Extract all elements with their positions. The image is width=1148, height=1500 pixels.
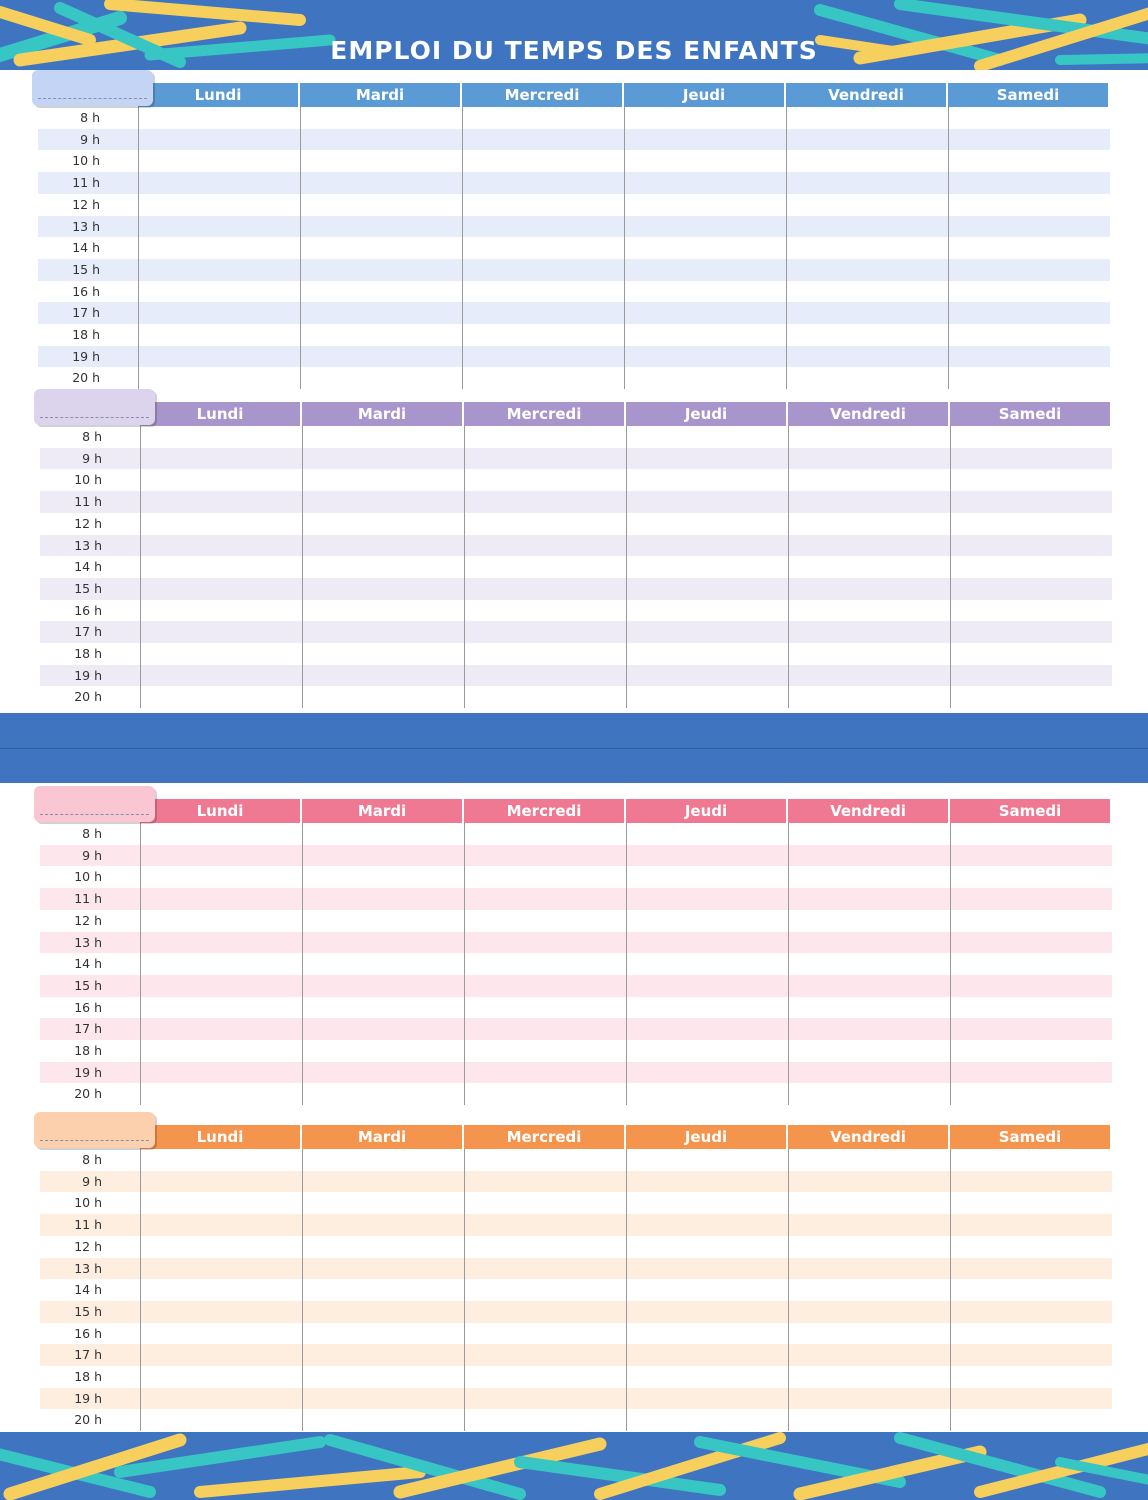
- hour-label: 20 h: [74, 1086, 102, 1102]
- day-header-vendredi: Vendredi: [788, 799, 950, 823]
- hour-row[interactable]: [38, 194, 1110, 216]
- column-divider: [464, 1149, 465, 1431]
- column-divider: [464, 426, 465, 708]
- child-name-tab[interactable]: [34, 786, 155, 822]
- hour-label: 11 h: [74, 494, 102, 510]
- hour-label: 14 h: [74, 1282, 102, 1298]
- day-header-mercredi: Mercredi: [464, 402, 626, 426]
- hour-row[interactable]: [40, 535, 1112, 557]
- day-header-samedi: Samedi: [950, 402, 1112, 426]
- column-divider: [950, 426, 951, 708]
- hour-label: 19 h: [74, 667, 102, 683]
- day-header-mardi: Mardi: [302, 799, 464, 823]
- column-divider: [624, 107, 625, 389]
- hour-label: 19 h: [72, 348, 100, 364]
- day-header-vendredi: Vendredi: [788, 1125, 950, 1149]
- day-header-vendredi: Vendredi: [786, 83, 948, 107]
- day-header-lundi: Lundi: [140, 402, 302, 426]
- hour-row[interactable]: [40, 953, 1112, 975]
- hour-row[interactable]: [40, 1214, 1112, 1236]
- hour-row[interactable]: [40, 556, 1112, 578]
- page-title: EMPLOI DU TEMPS DES ENFANTS: [330, 36, 818, 65]
- hour-row[interactable]: [40, 1236, 1112, 1258]
- hour-row[interactable]: [40, 1149, 1112, 1171]
- column-divider: [462, 107, 463, 389]
- hour-label: 18 h: [74, 646, 102, 661]
- brush-stroke-decoration: [0, 1432, 1148, 1500]
- day-header-mardi: Mardi: [302, 1125, 464, 1149]
- column-divider: [948, 107, 949, 389]
- hour-label: 20 h: [74, 689, 102, 705]
- hour-row[interactable]: [40, 1301, 1112, 1323]
- days-header: [140, 799, 1112, 823]
- day-header-samedi: Samedi: [948, 83, 1110, 107]
- hour-label: 16 h: [74, 1325, 102, 1341]
- hour-label: 9 h: [82, 450, 102, 466]
- hour-row[interactable]: [38, 259, 1110, 281]
- hour-row[interactable]: [38, 237, 1110, 259]
- name-dotted-line: [40, 1140, 149, 1141]
- days-header: [138, 83, 1110, 107]
- hour-label: 12 h: [74, 912, 102, 928]
- hour-label: 8 h: [82, 429, 102, 444]
- hour-row[interactable]: [40, 426, 1112, 448]
- schedule-pink: [0, 786, 1148, 1106]
- column-divider: [302, 823, 303, 1105]
- hour-row[interactable]: [40, 1366, 1112, 1388]
- hour-label: 20 h: [74, 1412, 102, 1428]
- hour-label: 11 h: [74, 891, 102, 907]
- days-header: [140, 402, 1112, 426]
- hour-row[interactable]: [38, 129, 1110, 151]
- top-banner: [0, 0, 1148, 70]
- column-divider: [950, 1149, 951, 1431]
- column-divider: [300, 107, 301, 389]
- column-divider: [302, 1149, 303, 1431]
- hour-label: 16 h: [74, 999, 102, 1015]
- hour-row[interactable]: [40, 578, 1112, 600]
- hour-label: 19 h: [74, 1064, 102, 1080]
- hour-label: 19 h: [74, 1390, 102, 1406]
- name-dotted-line: [38, 98, 147, 99]
- hour-label: 10 h: [74, 472, 102, 488]
- day-header-jeudi: Jeudi: [626, 1125, 788, 1149]
- day-header-lundi: Lundi: [140, 799, 302, 823]
- hour-label: 14 h: [74, 559, 102, 575]
- column-divider: [140, 426, 141, 708]
- hour-row[interactable]: [40, 643, 1112, 665]
- day-header-jeudi: Jeudi: [626, 402, 788, 426]
- hour-label: 9 h: [82, 1173, 102, 1189]
- hour-row[interactable]: [38, 216, 1110, 238]
- hour-label: 9 h: [80, 131, 100, 147]
- hour-row[interactable]: [40, 665, 1112, 687]
- hour-label: 8 h: [82, 1152, 102, 1167]
- day-header-lundi: Lundi: [138, 83, 300, 107]
- day-header-mardi: Mardi: [300, 83, 462, 107]
- hour-label: 12 h: [72, 196, 100, 212]
- hour-row[interactable]: [38, 324, 1110, 346]
- hour-label: 10 h: [74, 1195, 102, 1211]
- day-header-mercredi: Mercredi: [464, 1125, 626, 1149]
- hour-row[interactable]: [40, 823, 1112, 845]
- hour-label: 16 h: [74, 602, 102, 618]
- hour-row[interactable]: [40, 1171, 1112, 1193]
- child-name-tab[interactable]: [34, 1112, 155, 1148]
- column-divider: [950, 823, 951, 1105]
- hour-row[interactable]: [38, 150, 1110, 172]
- hour-label: 18 h: [72, 327, 100, 342]
- hour-row[interactable]: [40, 932, 1112, 954]
- hour-row[interactable]: [40, 1040, 1112, 1062]
- hour-row[interactable]: [40, 1018, 1112, 1040]
- hour-label: 9 h: [82, 847, 102, 863]
- column-divider: [788, 1149, 789, 1431]
- hour-label: 15 h: [74, 1303, 102, 1319]
- hour-row[interactable]: [40, 491, 1112, 513]
- hour-label: 18 h: [74, 1369, 102, 1384]
- hour-label: 13 h: [74, 537, 102, 553]
- column-divider: [464, 823, 465, 1105]
- hour-label: 15 h: [74, 977, 102, 993]
- column-divider: [138, 107, 139, 389]
- hour-row[interactable]: [40, 1323, 1112, 1345]
- hour-row[interactable]: [40, 1409, 1112, 1431]
- hour-label: 11 h: [74, 1217, 102, 1233]
- name-dotted-line: [40, 417, 149, 418]
- day-header-mardi: Mardi: [302, 402, 464, 426]
- hour-label: 13 h: [74, 934, 102, 950]
- hour-row[interactable]: [38, 172, 1110, 194]
- column-divider: [140, 823, 141, 1105]
- hour-row[interactable]: [40, 1388, 1112, 1410]
- bottom-banner: [0, 1432, 1148, 1500]
- hour-label: 13 h: [72, 218, 100, 234]
- column-divider: [788, 426, 789, 708]
- day-header-vendredi: Vendredi: [788, 402, 950, 426]
- hour-label: 14 h: [74, 956, 102, 972]
- day-header-mercredi: Mercredi: [462, 83, 624, 107]
- column-divider: [626, 823, 627, 1105]
- hour-row[interactable]: [40, 1258, 1112, 1280]
- hour-label: 12 h: [74, 1238, 102, 1254]
- hour-label: 15 h: [74, 580, 102, 596]
- schedule-purple: [0, 389, 1148, 709]
- hour-label: 10 h: [72, 153, 100, 169]
- day-header-samedi: Samedi: [950, 1125, 1112, 1149]
- child-name-tab[interactable]: [34, 389, 155, 425]
- hour-label: 17 h: [74, 624, 102, 640]
- hour-row[interactable]: [40, 1344, 1112, 1366]
- day-header-jeudi: Jeudi: [624, 83, 786, 107]
- schedule-orange: [0, 1112, 1148, 1432]
- hour-row[interactable]: [40, 686, 1112, 708]
- hour-row[interactable]: [40, 910, 1112, 932]
- hour-row[interactable]: [40, 1083, 1112, 1105]
- column-divider: [626, 426, 627, 708]
- column-divider: [786, 107, 787, 389]
- day-header-lundi: Lundi: [140, 1125, 302, 1149]
- hour-row[interactable]: [40, 997, 1112, 1019]
- hour-label: 20 h: [72, 370, 100, 386]
- column-divider: [788, 823, 789, 1105]
- hour-row[interactable]: [40, 888, 1112, 910]
- day-header-mercredi: Mercredi: [464, 799, 626, 823]
- hour-label: 11 h: [72, 175, 100, 191]
- hour-row[interactable]: [38, 281, 1110, 303]
- hour-label: 15 h: [72, 261, 100, 277]
- column-divider: [140, 1149, 141, 1431]
- hour-row[interactable]: [40, 845, 1112, 867]
- middle-band: [0, 713, 1148, 783]
- day-header-samedi: Samedi: [950, 799, 1112, 823]
- hour-label: 17 h: [74, 1347, 102, 1363]
- hour-row[interactable]: [40, 600, 1112, 622]
- hour-row[interactable]: [40, 469, 1112, 491]
- hour-row[interactable]: [38, 346, 1110, 368]
- hour-row[interactable]: [38, 302, 1110, 324]
- hour-row[interactable]: [40, 513, 1112, 535]
- column-divider: [302, 426, 303, 708]
- hour-row[interactable]: [40, 866, 1112, 888]
- hour-label: 18 h: [74, 1043, 102, 1058]
- hour-row[interactable]: [40, 1062, 1112, 1084]
- hour-label: 16 h: [72, 283, 100, 299]
- hour-label: 8 h: [82, 826, 102, 841]
- hour-label: 17 h: [74, 1021, 102, 1037]
- days-header: [140, 1125, 1112, 1149]
- divider: [0, 748, 1148, 749]
- hour-label: 14 h: [72, 240, 100, 256]
- hour-label: 13 h: [74, 1260, 102, 1276]
- column-divider: [626, 1149, 627, 1431]
- hour-label: 10 h: [74, 869, 102, 885]
- hour-row[interactable]: [40, 448, 1112, 470]
- hour-row[interactable]: [40, 975, 1112, 997]
- name-dotted-line: [40, 814, 149, 815]
- hour-row[interactable]: [40, 1279, 1112, 1301]
- hour-row[interactable]: [38, 367, 1110, 389]
- hour-row[interactable]: [40, 1192, 1112, 1214]
- hour-row[interactable]: [40, 621, 1112, 643]
- hour-label: 12 h: [74, 515, 102, 531]
- schedule-blue: [0, 70, 1148, 390]
- child-name-tab[interactable]: [32, 70, 153, 106]
- day-header-jeudi: Jeudi: [626, 799, 788, 823]
- hour-row[interactable]: [38, 107, 1110, 129]
- hour-label: 17 h: [72, 305, 100, 321]
- hour-label: 8 h: [80, 110, 100, 125]
